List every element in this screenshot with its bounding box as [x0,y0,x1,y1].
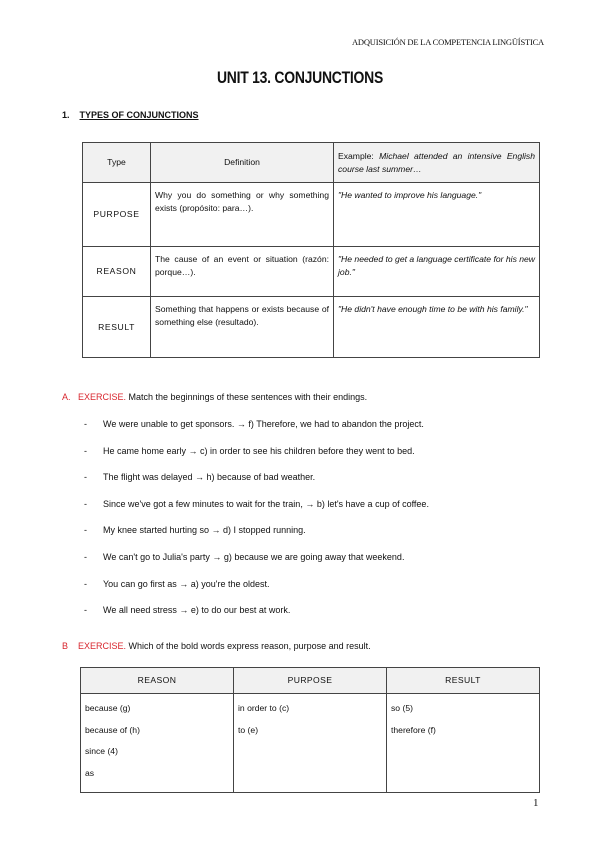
type-cell: PURPOSE [83,183,151,247]
exercise-a-list [84,418,429,631]
item-text: We all need stress → e) to do our best at work. [103,605,291,616]
page-title: UNIT 13. CONJUNCTIONS [216,68,383,87]
list-item: - Since we've got a few minutes to wait for the train, → b) let's have a cup of coffee. [84,498,429,509]
item-text: You can go first as → a) you're the oldest. [103,578,270,589]
cell-line: because of (h) [85,724,140,735]
example-sentence: Michael attended an intensive English course last summer… [338,151,536,174]
section-heading [62,110,199,120]
cell-line: as [85,767,95,778]
item-text: Since we've got a few minutes to wait for the train, → b) let's have a cup of coffee. [103,498,429,509]
section-number: 1. [62,110,70,120]
page-number: 1 [533,797,539,809]
result-cell [387,694,540,793]
exercise-label: B [62,641,69,651]
exercise-keyword: EXERCISE. [78,641,127,651]
classification-table [80,667,540,793]
example-cell: "He wanted to improve his language." [334,183,540,247]
example-cell: "He needed to get a language certificate for his new job." [334,247,540,297]
definition-cell: The cause of an event or situation (razón: porque…). [151,247,334,297]
header-purpose: PURPOSE [234,668,387,694]
header-result: RESULT [387,668,540,694]
item-text: My knee started hurting so → d) I stopped running. [103,525,306,536]
definition-cell: Why you do something or why something exists (propósito: para…). [151,183,334,247]
cell-line: therefore (f) [391,724,436,735]
list-item: - My knee started hurting so → d) I stopped running. [84,525,306,536]
cell-line: because (g) [85,703,131,713]
header-reason: REASON [81,668,234,694]
conjunction-types-table [82,142,540,358]
cell-line: so (5) [391,703,413,713]
item-text: He came home early → c) in order to see his children before they went to bed. [103,445,415,456]
list-item: - The flight was delayed → h) because of bad weather. [84,472,316,483]
table-row [83,247,540,297]
type-cell: RESULT [83,297,151,358]
header-example [334,143,540,183]
example-label: Example: [338,151,374,161]
exercise-keyword: EXERCISE. [78,392,127,402]
table-row [81,694,540,793]
purpose-cell [234,694,387,793]
list-item: - We can't go to Julia's party → g) because we are going away that weekend. [84,551,405,562]
item-text: We can't go to Julia's party → g) because we are going away that weekend. [103,551,405,562]
table-header-row [81,668,540,694]
cell-line: in order to (c) [238,703,290,713]
running-header: ADQUISICIÓN DE LA COMPETENCIA LINGÜÍSTICA [351,37,544,47]
list-item: - You can go first as → a) you're the oldest. [84,578,270,589]
list-item: - We all need stress → e) to do our best at work. [84,605,291,616]
cell-line: to (e) [238,724,259,735]
item-text: The flight was delayed → h) because of bad weather. [103,472,316,483]
header-definition: Definition [151,143,334,183]
table-row [83,297,540,358]
header-type: Type [83,143,151,183]
cell-line: since (4) [85,746,118,756]
exercise-instruction: Which of the bold words express reason, purpose and result. [128,641,371,651]
exercise-a-heading [62,392,367,402]
table-row [83,183,540,247]
exercise-instruction: Match the beginnings of these sentences with their endings. [128,392,368,402]
example-cell: "He didn't have enough time to be with his family." [334,297,540,358]
table-header-row [83,143,540,183]
exercise-label: A. [62,392,71,402]
section-title: TYPES OF CONJUNCTIONS [79,110,199,120]
list-item: - He came home early → c) in order to see his children before they went to bed. [84,445,415,456]
type-cell: REASON [83,247,151,297]
exercise-b-heading [62,641,371,651]
list-item: - We were unable to get sponsors. → f) Therefore, we had to abandon the project. [84,419,424,429]
item-text: We were unable to get sponsors. → f) Therefore, we had to abandon the project. [103,419,424,429]
reason-cell [81,694,234,793]
definition-cell: Something that happens or exists because of something else (resultado). [151,297,334,358]
